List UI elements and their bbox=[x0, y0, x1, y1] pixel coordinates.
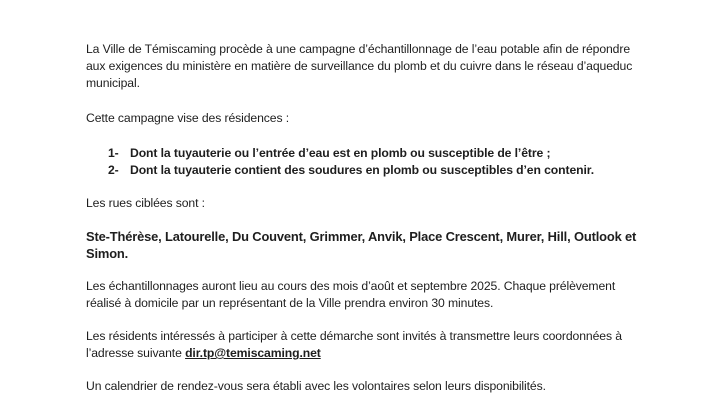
criteria-item bbox=[108, 162, 628, 179]
invitation-text: Les résidents intéressés à participer à cette démarche sont invités à transmettre leurs coordonnées à l’adresse suivante bbox=[86, 329, 622, 360]
contact-email-link[interactable]: dir.tp@temiscaming.net bbox=[185, 346, 321, 360]
sampling-period-paragraph: Les échantillonnages auront lieu au cours des mois d’août et septembre 2025. Chaque prélèvement réalisé à domicile par un représentant de la Ville prendra environ 30 minutes. bbox=[86, 279, 616, 310]
intro-paragraph: La Ville de Témiscaming procède à une campagne d’échantillonnage de l’eau potable afin de répondre aux exigences du ministère en matière de surveillance du plomb et du cuivre dans le réseau d’aqueduc municipal. bbox=[86, 42, 633, 90]
invitation-paragraph bbox=[86, 328, 646, 362]
campaign-aim-paragraph: Cette campagne vise des résidences : bbox=[86, 111, 290, 125]
criteria-number: 2- bbox=[108, 163, 119, 177]
criteria-text: Dont la tuyauterie contient des soudures en plomb ou susceptibles d’en contenir. bbox=[130, 163, 595, 177]
criteria-text: Dont la tuyauterie ou l’entrée d’eau est en plomb ou susceptible de l’être ; bbox=[130, 146, 551, 160]
targeted-streets: Ste-Thérèse, Latourelle, Du Couvent, Grimmer, Anvik, Place Crescent, Murer, Hill, Outlook et Simon. bbox=[86, 229, 637, 261]
criteria-item bbox=[108, 145, 628, 162]
streets-intro-paragraph: Les rues ciblées sont : bbox=[86, 196, 205, 210]
calendar-paragraph: Un calendrier de rendez-vous sera établi avec les volontaires selon leurs disponibilités. bbox=[86, 379, 546, 393]
criteria-number: 1- bbox=[108, 146, 119, 160]
